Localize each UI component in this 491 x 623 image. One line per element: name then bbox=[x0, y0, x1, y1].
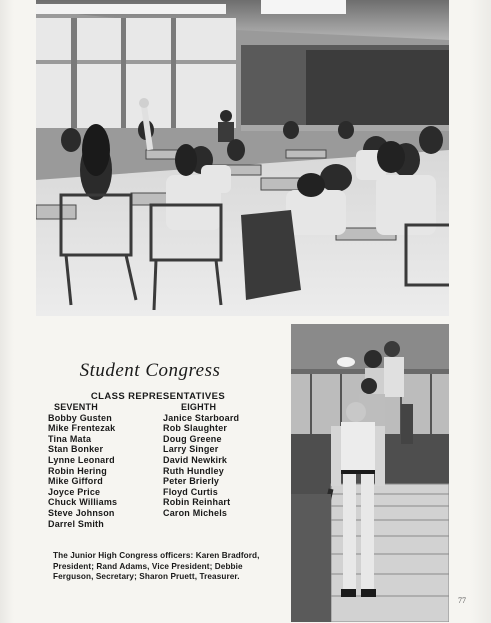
representatives-subtitle: CLASS REPRESENTATIVES bbox=[90, 391, 226, 402]
list-item: Mike Gifford bbox=[48, 476, 103, 487]
page-number: 77 bbox=[458, 596, 466, 605]
seventh-grade-header: SEVENTH bbox=[54, 402, 98, 412]
list-item: Lynne Leonard bbox=[48, 454, 115, 465]
list-item: Peter Brierly bbox=[163, 476, 220, 487]
eighth-grade-list bbox=[163, 413, 273, 519]
classroom-photo-image bbox=[36, 0, 449, 316]
list-item: Darrel Smith bbox=[48, 518, 104, 529]
list-item: Robin Reinhart bbox=[163, 497, 231, 508]
seventh-grade-column bbox=[48, 402, 156, 529]
list-item: Stan Bonker bbox=[48, 444, 104, 455]
list-item: Caron Michels bbox=[163, 507, 228, 518]
officers-caption: The Junior High Congress officers: Karen Bradford, President; Rand Adams, Vice President; Debbie Ferguson, Secretary; Sharon Pruett, Treasurer. bbox=[53, 551, 260, 582]
list-item: Larry Singer bbox=[163, 444, 219, 455]
page-title: Student Congress bbox=[79, 360, 221, 381]
seventh-grade-list bbox=[48, 413, 156, 530]
list-item: Tina Mata bbox=[48, 433, 92, 444]
classroom-photo bbox=[36, 0, 449, 316]
eighth-grade-column bbox=[163, 402, 273, 519]
list-item: Floyd Curtis bbox=[163, 486, 218, 497]
list-item: Robin Hering bbox=[48, 465, 107, 476]
list-item: Bobby Gusten bbox=[48, 412, 112, 423]
list-item: Rob Slaughter bbox=[163, 423, 228, 434]
list-item: Mike Frentezak bbox=[48, 423, 116, 434]
list-item: Ruth Hundley bbox=[163, 465, 224, 476]
staircase-photo bbox=[291, 324, 449, 622]
list-item: Janice Starboard bbox=[163, 412, 240, 423]
list-item: Steve Johnson bbox=[48, 507, 115, 518]
list-item: David Newkirk bbox=[163, 454, 228, 465]
eighth-grade-header: EIGHTH bbox=[181, 402, 217, 412]
staircase-photo-image bbox=[291, 324, 449, 622]
list-item: Doug Greene bbox=[163, 433, 222, 444]
list-item: Joyce Price bbox=[48, 486, 101, 497]
list-item: Chuck Williams bbox=[48, 497, 118, 508]
